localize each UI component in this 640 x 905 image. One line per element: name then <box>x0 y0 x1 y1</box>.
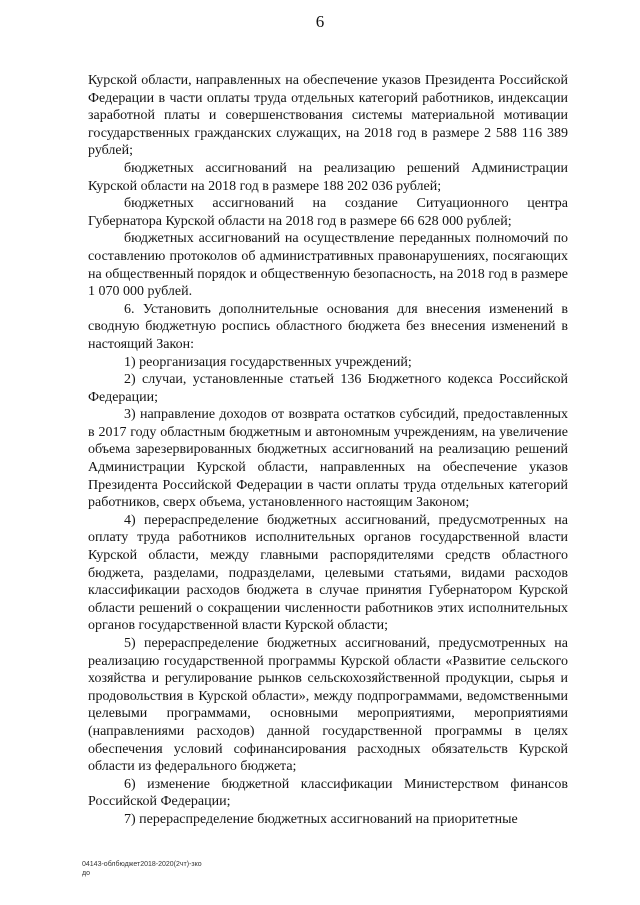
paragraph: 4) перераспределение бюджетных ассигнований, предусмотренных на оплату труда работников исполнительных органов государственной власти Курской области, между главными распорядителями средств областного бюджета, разделами, подразделами, целевыми статьями, видами расходов классификации расходов бюджета в случае принятия Губернатором Курской области решений о сокращении численности работников этих исполнительных органов государственной власти Курской области; <box>88 512 568 634</box>
paragraph: бюджетных ассигнований на создание Ситуационного центра Губернатора Курской области на 2018 год в размере 66 628 000 рублей; <box>88 196 568 229</box>
paragraph: Курской области, направленных на обеспечение указов Президента Российской Федерации в части оплаты труда отдельных категорий работников, индексации заработной платы и совершенствования системы материальной мотивации государственных гражданских служащих, на 2018 год в размере 2 588 116 389 рублей; <box>88 73 568 159</box>
paragraph: бюджетных ассигнований на осуществление переданных полномочий по составлению протоколов об административных правонарушениях, посягающих на общественный порядок и общественную безопасность, на 2018 год в размере 1 070 000 рублей. <box>88 231 568 300</box>
document-footer-code <box>82 860 262 878</box>
paragraph: 7) перераспределение бюджетных ассигнований на приоритетные <box>124 811 518 827</box>
footer-line: до <box>82 870 90 877</box>
paragraph: 2) случаи, установленные статьей 136 Бюджетного кодекса Российской Федерации; <box>88 372 568 405</box>
paragraph: 6) изменение бюджетной классификации Министерством финансов Российской Федерации; <box>88 776 568 810</box>
paragraph: 6. Установить дополнительные основания для внесения изменений в сводную бюджетную роспись областного бюджета без внесения изменений в настоящий Закон: <box>88 301 568 352</box>
body-text <box>88 72 568 829</box>
page-number: 6 <box>315 12 325 31</box>
paragraph: 3) направление доходов от возврата остатков субсидий, предоставленных в 2017 году областным бюджетным и автономным учреждениям, на увеличение объема зарезервированных бюджетных ассигнований на реализацию решений Администрации Курской области, направленных на обеспечение указов Президента Российской Федерации в части оплаты труда отдельных категорий работников, сверх объема, установленного настоящим Законом; <box>88 407 568 511</box>
paragraph: 5) перераспределение бюджетных ассигнований, предусмотренных на реализацию государственной программы Курской области «Развитие сельского хозяйства и регулирование рынков сельскохозяйственной продукции, сырья и продовольствия в Курской области», между подпрограммами, ведомственными целевыми программами, основными мероприятиями, мероприятиями (направлениями расходов) данной государственной программы в целях обеспечения условий софинансирования расходных обязательств Курской области из федерального бюджета; <box>88 636 568 775</box>
footer-line: 04143-облбюджет2018-2020(2чт)-зко <box>82 861 202 868</box>
paragraph: бюджетных ассигнований на реализацию решений Администрации Курской области на 2018 год в размере 188 202 036 рублей; <box>88 160 568 194</box>
paragraph: 1) реорганизация государственных учреждений; <box>124 354 412 370</box>
